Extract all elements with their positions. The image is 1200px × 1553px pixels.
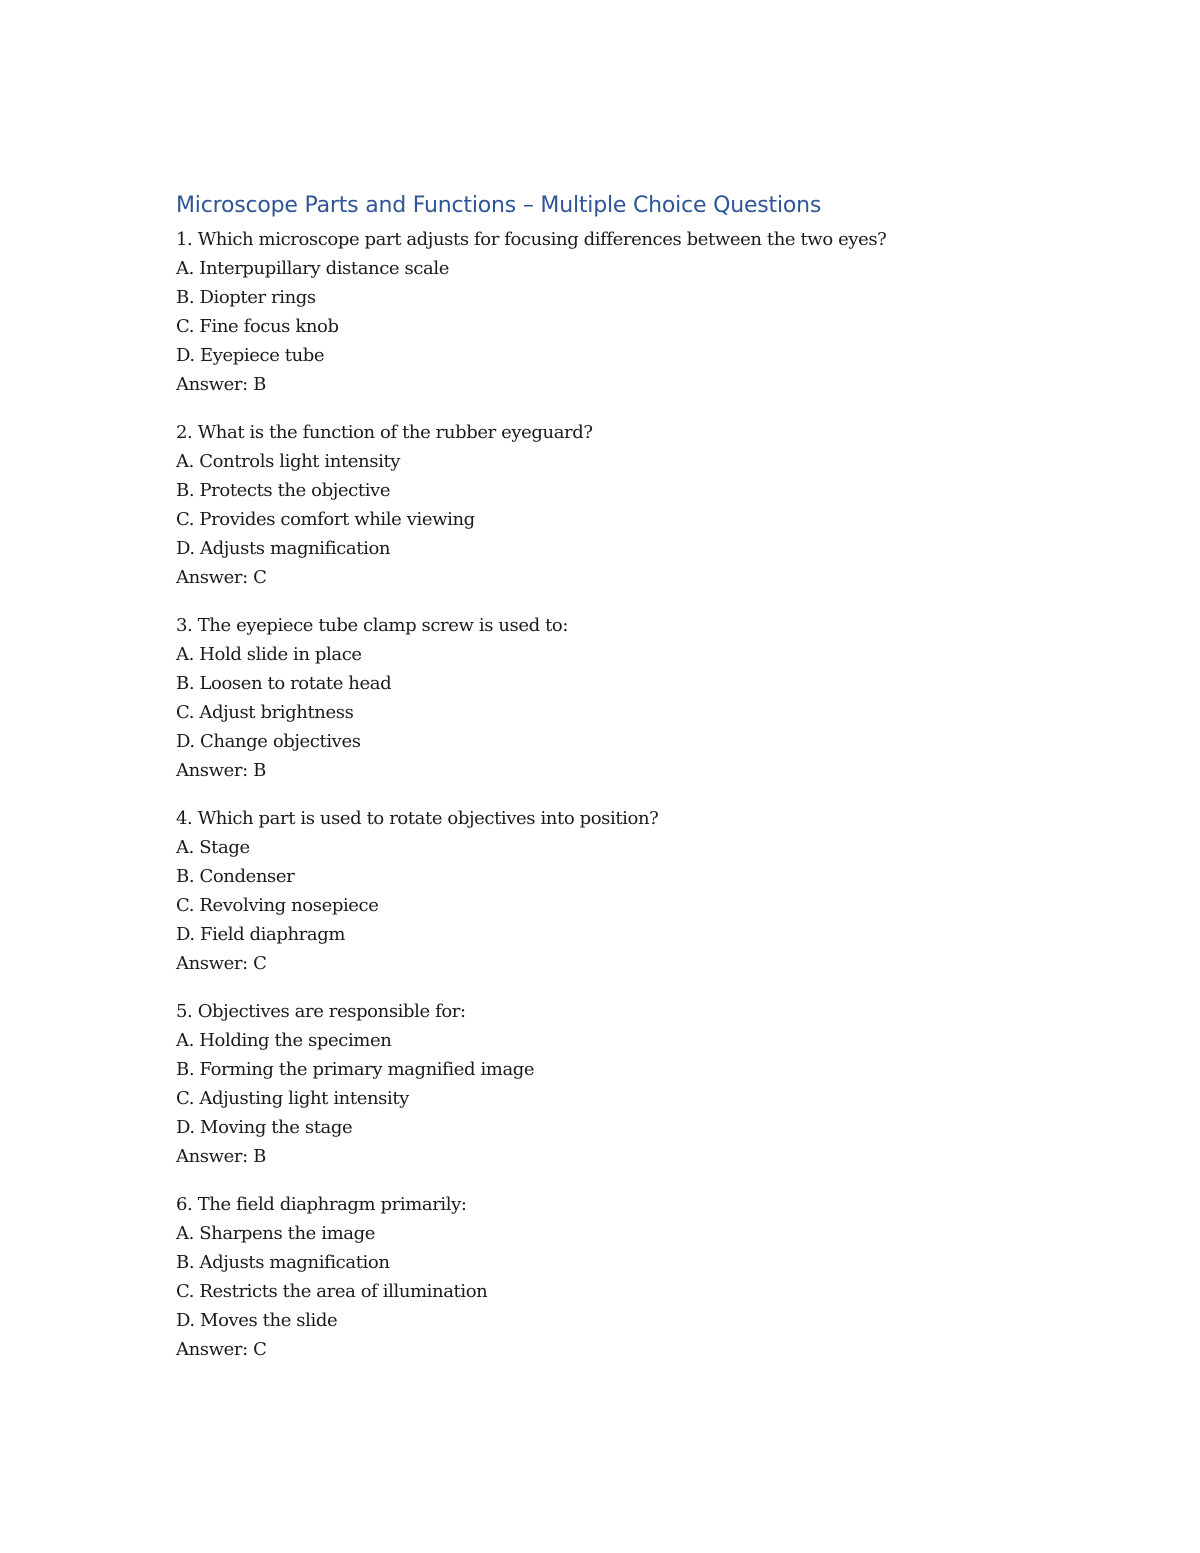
option-c: C. Revolving nosepiece: [176, 895, 379, 916]
option-d: D. Moves the slide: [176, 1310, 338, 1331]
option-d: D. Field diaphragm: [176, 924, 345, 945]
option-c: C. Fine focus knob: [176, 316, 339, 337]
option-a: A. Interpupillary distance scale: [176, 258, 449, 279]
option-d: D. Adjusts magnification: [176, 538, 391, 559]
option-d: D. Eyepiece tube: [176, 345, 325, 366]
answer-text: Answer: B: [176, 374, 266, 395]
document-body: [176, 190, 1076, 1383]
option-b: B. Condenser: [176, 866, 295, 887]
answer-text: Answer: B: [176, 760, 266, 781]
option-a: A. Controls light intensity: [176, 451, 401, 472]
answer-text: Answer: C: [176, 1339, 267, 1360]
option-c: C. Restricts the area of illumination: [176, 1281, 488, 1302]
option-c: C. Provides comfort while viewing: [176, 509, 475, 530]
question-text: 5. Objectives are responsible for:: [176, 1001, 466, 1022]
option-d: D. Change objectives: [176, 731, 361, 752]
document-title: Microscope Parts and Functions – Multiple Choice Questions: [176, 193, 822, 218]
question-text: 1. Which microscope part adjusts for focusing differences between the two eyes?: [176, 229, 887, 250]
option-b: B. Protects the objective: [176, 480, 391, 501]
option-b: B. Adjusts magnification: [176, 1252, 390, 1273]
option-a: A. Holding the specimen: [176, 1030, 392, 1051]
question-block: [176, 611, 1076, 785]
question-block: [176, 1190, 1076, 1364]
question-text: 6. The field diaphragm primarily:: [176, 1194, 467, 1215]
question-text: 3. The eyepiece tube clamp screw is used to:: [176, 615, 569, 636]
answer-text: Answer: C: [176, 567, 267, 588]
option-c: C. Adjust brightness: [176, 702, 354, 723]
question-text: 4. Which part is used to rotate objectives into position?: [176, 808, 659, 829]
question-text: 2. What is the function of the rubber eyeguard?: [176, 422, 593, 443]
option-a: A. Stage: [176, 837, 250, 858]
answer-text: Answer: B: [176, 1146, 266, 1167]
question-block: [176, 997, 1076, 1171]
option-d: D. Moving the stage: [176, 1117, 353, 1138]
question-block: [176, 225, 1076, 399]
option-c: C. Adjusting light intensity: [176, 1088, 409, 1109]
question-block: [176, 418, 1076, 592]
option-a: A. Sharpens the image: [176, 1223, 375, 1244]
option-b: B. Diopter rings: [176, 287, 316, 308]
option-b: B. Loosen to rotate head: [176, 673, 392, 694]
answer-text: Answer: C: [176, 953, 267, 974]
question-block: [176, 804, 1076, 978]
option-a: A. Hold slide in place: [176, 644, 362, 665]
option-b: B. Forming the primary magnified image: [176, 1059, 535, 1080]
